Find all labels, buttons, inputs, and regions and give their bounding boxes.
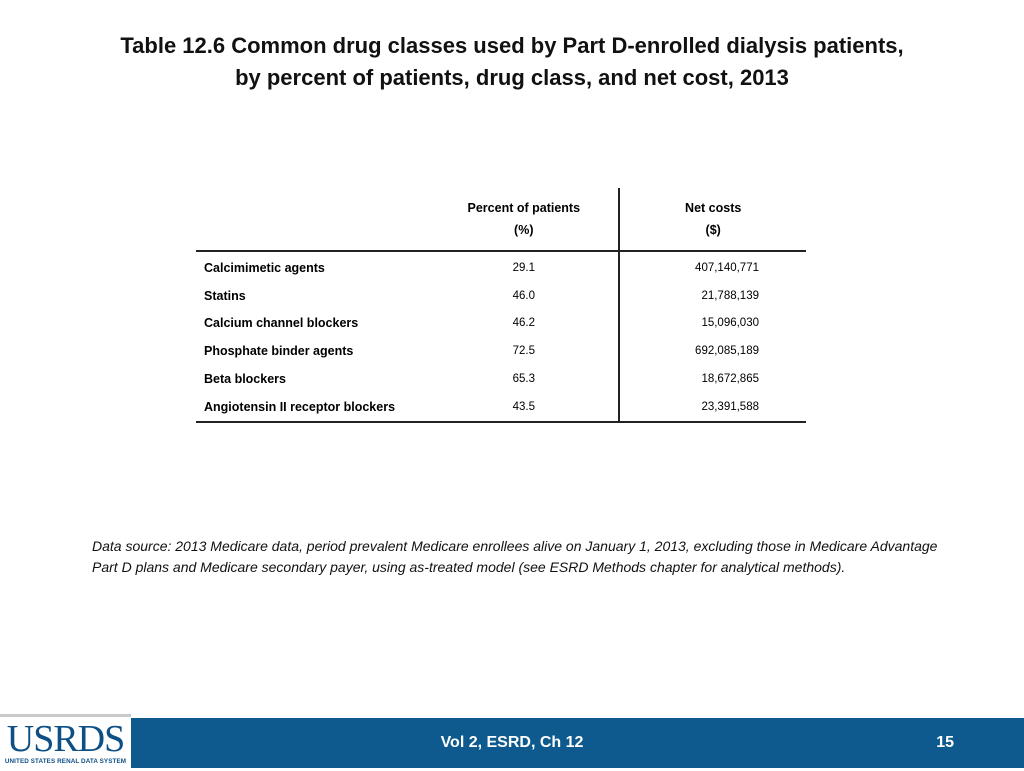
drug-class-cell: Calcium channel blockers — [204, 316, 359, 331]
usrds-logo-subtitle: UNITED STATES RENAL DATA SYSTEM — [4, 758, 127, 765]
percent-cell: 46.0 — [512, 289, 535, 302]
title-line-2: by percent of patients, drug class, and net cost, 2013 — [235, 65, 789, 90]
percent-cell: 72.5 — [512, 345, 535, 358]
drug-class-table — [196, 188, 806, 423]
data-source-note: Data source: 2013 Medicare data, period prevalent Medicare enrollees alive on January 1, 2013, excluding those in Medicare Advantage Part D plans and Medicare secondary payer, using as-treated model (see ESRD Methods chapter for analytical methods). — [92, 538, 938, 575]
footer-bar — [0, 718, 1024, 768]
usrds-logo — [0, 714, 131, 771]
cost-cell: 18,672,865 — [619, 365, 806, 393]
page-title — [60, 30, 964, 94]
drug-class-cell: Beta blockers — [204, 372, 286, 387]
drug-class-cell: Angiotensin II receptor blockers — [196, 393, 429, 422]
drug-class-cell: Statins — [204, 288, 246, 303]
table-row — [196, 251, 806, 282]
footer-chapter-label: Vol 2, ESRD, Ch 12 — [440, 734, 584, 751]
header-drug-class — [196, 188, 429, 251]
table-row — [196, 310, 806, 338]
drug-class-cell: Calcimimetic agents — [204, 260, 325, 275]
drug-class-cell: Phosphate binder agents — [204, 344, 354, 359]
header-net-costs — [619, 188, 806, 251]
table-header-row — [196, 188, 806, 251]
cost-cell: 15,096,030 — [619, 310, 806, 338]
cost-cell: 407,140,771 — [619, 251, 806, 282]
table-row — [196, 393, 806, 422]
usrds-logo-text: USRDS — [6, 718, 125, 760]
title-line-1: Table 12.6 Common drug classes used by Part D-enrolled dialysis patients, — [120, 33, 904, 58]
cost-cell: 21,788,139 — [619, 282, 806, 310]
table-row — [196, 337, 806, 365]
header-cost-unit: ($) — [705, 223, 721, 237]
percent-cell: 65.3 — [512, 373, 535, 386]
header-percent-label: Percent of patients — [467, 201, 581, 215]
cost-cell: 692,085,189 — [619, 337, 806, 365]
header-percent-unit: (%) — [514, 223, 534, 237]
percent-cell: 43.5 — [429, 393, 619, 422]
percent-cell: 46.2 — [512, 317, 535, 330]
header-percent-patients — [429, 188, 619, 251]
table-row — [196, 365, 806, 393]
table-row — [196, 282, 806, 310]
cost-cell: 23,391,588 — [619, 393, 806, 422]
header-cost-label: Net costs — [685, 201, 742, 215]
percent-cell: 29.1 — [512, 261, 535, 274]
page-number: 15 — [936, 734, 954, 751]
